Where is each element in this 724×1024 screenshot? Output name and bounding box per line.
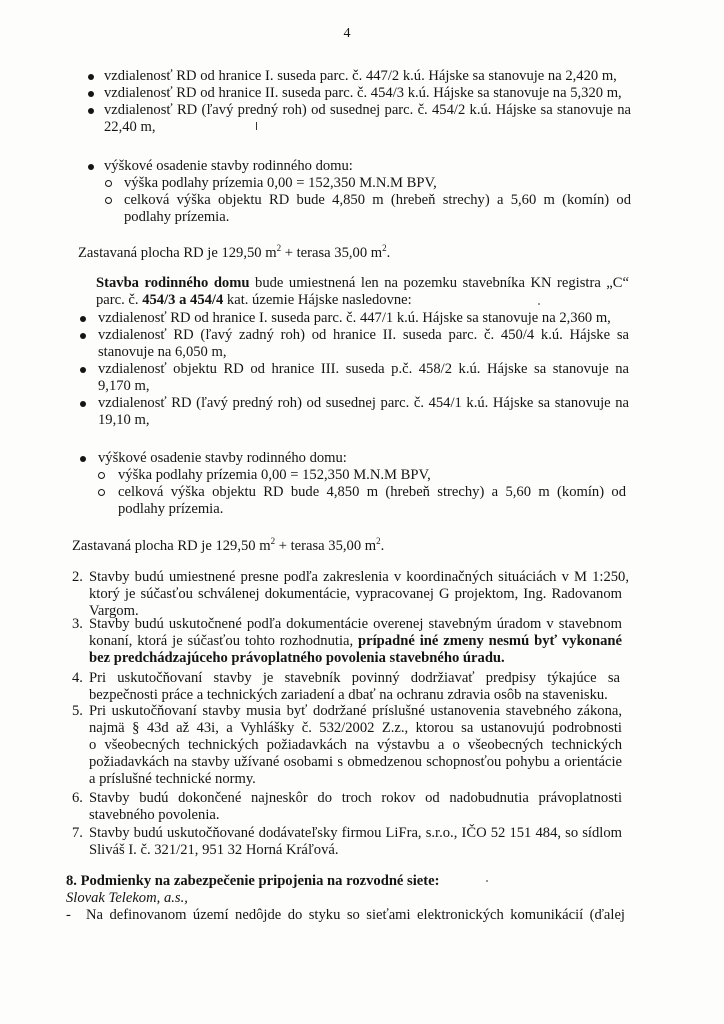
item-text: najmä § 43d až 43i, a Vyhlášky č. 532/2002 Z.z., ktorou sa ustanovujú podrobnosti [89,720,622,736]
stavba-intro [96,292,412,309]
bullet-icon [88,164,94,170]
item-text: Sliváš I. č. 321/21, 951 32 Horná Kráľová. [89,842,339,858]
stavba-bold: 454/3 a 454/4 [142,292,224,308]
item-bold-part: bez predchádzajúceho právoplatného povolenia stavebného úradu. [89,650,505,666]
area-text: . [380,537,385,554]
bullet-text: vzdialenosť RD (ľavý predný roh) od susednej parc. č. 454/2 k.ú. Hájske sa stanovuje na [104,102,631,118]
dash-bullet: - [66,907,71,923]
area-sup: 2 [376,536,381,546]
bullet-text: výškové osadenie stavby rodinného domu: [98,450,347,466]
bullet-text: 22,40 m, [104,119,156,135]
item-text-part: konaní, ktorá je súčasťou tohto rozhodnutia, [89,633,359,649]
bullet-text: vzdialenosť RD (ľavý predný roh) od susednej parc. č. 454/1 k.ú. Hájske sa stanovuje na [98,395,629,411]
item-text: Stavby budú uskutočňované dodávateľsky firmou LiFra, s.r.o., IČO 52 151 484, so sídlom [89,825,622,841]
bullet-text: výškové osadenie stavby rodinného domu: [104,158,353,174]
item-text: bezpečnosti práce a technických zariadení a dbať na ochranu zdravia osôb na stavenisku. [89,687,608,703]
bullet-icon [80,333,86,339]
bullet-text: vzdialenosť RD od hranice II. suseda parc. č. 454/3 k.ú. Hájske sa stanovuje na 5,320 m, [104,85,622,101]
sub-bullet-text: celková výška objektu RD bude 4,850 m (hrebeň strechy) a 5,60 m (komín) od [118,484,626,500]
scan-mark [486,880,488,882]
item-number: 6. [72,790,83,806]
page-number: 4 [343,26,351,41]
area-sup: 2 [382,243,387,253]
built-area-text [72,533,384,554]
item-text: Pri uskutočňovaní stavby musia byť dodržané príslušné ustanovenia stavebného zákona, [89,703,622,719]
bullet-icon [80,316,86,322]
scan-mark [256,122,257,130]
item-text: Stavby budú uskutočnené podľa dokumentácie overenej stavebným úradom v stavebnom [89,616,622,632]
item-number: 7. [72,825,83,841]
item-text: Pri uskutočňovaní stavby je stavebník povinný dodržiavať predpisy týkajúce sa [89,670,620,686]
item-number: 4. [72,670,83,686]
bullet-text: vzdialenosť objektu RD od hranice III. suseda p.č. 458/2 k.ú. Hájske sa stanovuje na [98,361,629,377]
section-heading: 8. Podmienky na zabezpečenie pripojenia na rozvodné siete: [66,873,440,889]
sub-bullet-text: výška podlahy prízemia 0,00 = 152,350 M.N.M BPV, [118,467,431,483]
item-text: o všeobecných technických požiadavkách na výstavbu a o všeobecných technických [89,737,622,753]
sub-bullet-icon [98,472,105,479]
bullet-icon [88,91,94,97]
item-number: 2. [72,569,83,585]
bullet-text: stanovuje na 6,050 m, [98,344,227,360]
area-sup: 2 [270,536,276,546]
sub-bullet-icon [105,180,112,187]
stavba-text: bude umiestnená len na pozemku stavebníka KN registra „C“ [249,275,629,291]
bullet-text: vzdialenosť RD od hranice I. suseda parc. č. 447/2 k.ú. Hájske sa stanovuje na 2,420 m, [104,68,617,84]
sub-bullet-text: výška podlahy prízemia 0,00 = 152,350 M.N.M BPV, [124,175,437,191]
item-bold-part: prípadné iné zmeny nesmú byť vykonané [358,633,623,649]
item-number: 5. [72,703,83,719]
section-subheading: Slovak Telekom, a.s., [66,890,188,906]
item-text [89,633,622,650]
area-text: + terasa 35,00 m [281,244,383,261]
area-text: Zastavaná plocha RD je 129,50 m [72,537,271,554]
sub-bullet-text: podlahy prízemia. [124,209,230,225]
bullet-icon [88,108,94,114]
bullet-icon [80,456,86,462]
item-number: 3. [72,616,83,632]
bullet-text: 9,170 m, [98,378,150,394]
item-text: požiadavkách na stavby užívané osobami s obmedzenou schopnosťou pohybu a orientácie [89,754,622,770]
sub-bullet-text: podlahy prízemia. [118,501,224,517]
area-text: Zastavaná plocha RD je 129,50 m [78,244,277,261]
built-area-text [78,240,390,261]
stavba-text: parc. č. [96,292,143,308]
sub-bullet-text: celková výška objektu RD bude 4,850 m (hrebeň strechy) a 5,60 m (komín) od [124,192,631,208]
sub-bullet-icon [98,489,105,496]
item-text: a príslušné technické normy. [89,771,256,787]
bullet-icon [80,401,86,407]
area-sup: 2 [276,243,282,253]
section-text: Na definovanom území nedôjde do styku so sieťami elektronických komunikácií (ďalej [86,907,625,923]
item-text [89,650,505,667]
bullet-text: 19,10 m, [98,412,150,428]
item-text: stavebného povolenia. [89,807,220,823]
stavba-bold: Stavba rodinného domu [96,275,250,291]
sub-bullet-icon [105,197,112,204]
stavba-intro [96,275,629,292]
item-text: Vargom. [89,603,139,619]
stavba-text: kat. územie Hájske nasledovne: [223,292,412,308]
bullet-icon [88,74,94,80]
scan-mark [538,303,540,305]
item-text: Stavby budú dokončené najneskôr do troch rokov od nadobudnutia právoplatnosti [89,790,622,806]
area-text: . [386,244,391,261]
item-text: Stavby budú umiestnené presne podľa zakreslenia v koordinačných situáciách v M 1:250, [89,569,629,585]
bullet-icon [80,367,86,373]
area-text: + terasa 35,00 m [275,537,377,554]
bullet-text: vzdialenosť RD od hranice I. suseda parc. č. 447/1 k.ú. Hájske sa stanovuje na 2,360 m, [98,310,611,326]
item-text: ktorý je súčasťou schválenej dokumentácie, vypracovanej G projektom, Ing. Radovanom [89,586,622,602]
bullet-text: vzdialenosť RD (ľavý zadný roh) od hranice II. suseda parc. č. 450/4 k.ú. Hájske sa [98,327,629,343]
